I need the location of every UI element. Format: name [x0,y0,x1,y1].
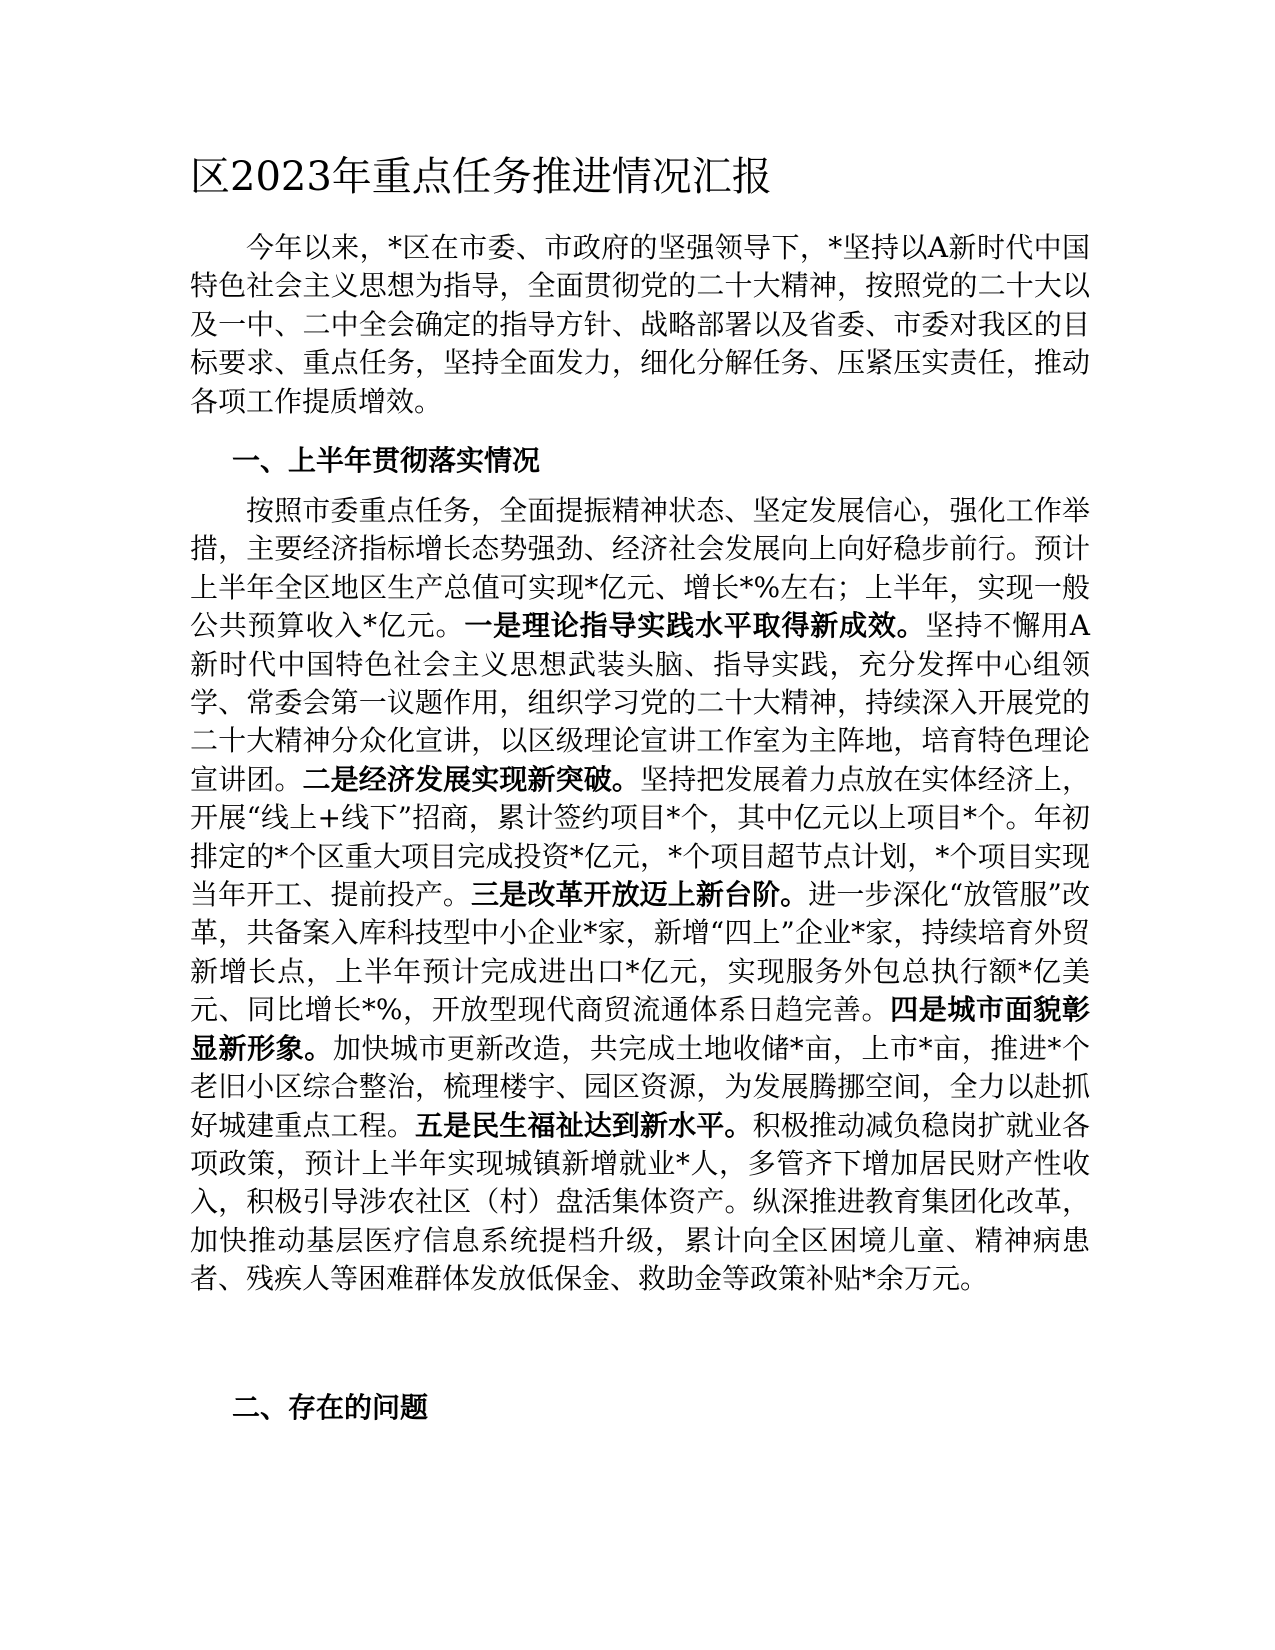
section-1-paragraph [190,492,1090,1299]
paragraph-text: 积极推动减负稳岗扩就业各项政策，预计上半年实现城镇新增就业*人，多管齐下增加居民财产性收入，积极引导涉农社区（村）盘活集体资产。纵深推进教育集团化改革，加快推动基层医疗信息系统提档升级，累计向全区困境儿童、精神病患者、残疾人等困难群体发放低保金、救助金等政策补贴*余万元。 [190,1108,1090,1296]
document-title: 区2023年重点任务推进情况汇报 [190,154,772,200]
key-point-4: 四是城市面貌彰显新形象。 [190,993,1090,1065]
key-point-1: 一是理论指导实践水平取得新成效。 [464,609,926,643]
paragraph-text: 加快城市更新改造，共完成土地收储*亩，上市*亩，推进*个老旧小区综合整治，梳理楼宇、园区资源，为发展腾挪空间，全力以赴抓好城建重点工程。 [190,1031,1090,1142]
key-point-3: 三是改革开放迈上新台阶。 [471,878,809,912]
paragraph-text: 进一步深化“放管服”改革，共备案入库科技型中小企业*家，新增“四上”企业*家，持续培育外贸新增长点，上半年预计完成进出口*亿元，实现服务外包总执行额*亿美元、同比增长*%，开放型现代商贸流通体系日趋完善。 [190,878,1090,1027]
paragraph-text: 按照市委重点任务，全面提振精神状态、坚定发展信心，强化工作举措，主要经济指标增长态势强劲、经济社会发展向上向好稳步前行。预计上半年全区地区生产总值可实现*亿元、增长*%左右；上半年，实现一般公共预算收入*亿元。 [190,494,1090,643]
paragraph-text: 坚持不懈用A新时代中国特色社会主义思想武装头脑、指导实践，充分发挥中心组领学、常委会第一议题作用，组织学习党的二十大精神，持续深入开展党的二十大精神分众化宣讲，以区级理论宣讲工作室为主阵地，培育特色理论宣讲团。 [190,609,1090,796]
key-point-5: 五是民生福祉达到新水平。 [415,1108,753,1142]
section-heading-1: 一、上半年贯彻落实情况 [232,444,541,477]
key-point-2: 二是经济发展实现新突破。 [302,762,641,796]
paragraph-text: 坚持把发展着力点放在实体经济上，开展“线上+线下”招商，累计签约项目*个，其中亿元以上项目*个。年初排定的*个区重大项目完成投资*亿元，*个项目超节点计划，*个项目实现当年开工、提前投产。 [190,762,1090,912]
intro-paragraph: 今年以来，*区在市委、市政府的坚强领导下，*坚持以A新时代中国特色社会主义思想为指导，全面贯彻党的二十大精神，按照党的二十大以及一中、二中全会确定的指导方针、战略部署以及省委、市委对我区的目标要求、重点任务，坚持全面发力，细化分解任务、压紧压实责任，推动各项工作提质增效。 [190,231,1090,418]
section-heading-2: 二、存在的问题 [232,1391,429,1424]
